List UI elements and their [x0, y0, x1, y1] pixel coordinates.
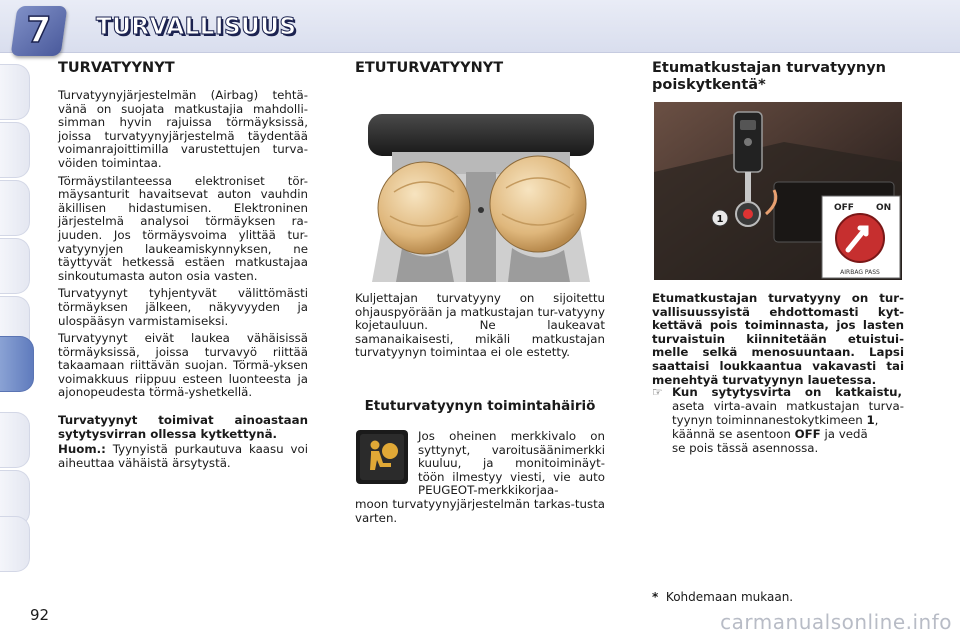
driver-airbag	[378, 162, 470, 254]
airbag-warning-lamp-illustration	[356, 430, 408, 484]
footnote	[652, 590, 793, 604]
airbags-ignition-note: Turvatyynyt toimivat ainoastaan sytytysvirran ollessa kytkettynä.	[58, 413, 308, 441]
airbag-fault-tail: moon turvatyynyjärjestelmän tarkas-tusta varten.	[355, 497, 605, 525]
fault-line-2: syttynyt, varoitusäänimerkki	[418, 442, 605, 457]
chapter-tab-8[interactable]	[0, 412, 30, 468]
bullet-line-3	[672, 428, 904, 442]
passenger-airbag-deactivation-column	[652, 60, 904, 94]
airbags-heading: TURVATYYNYT	[58, 60, 175, 76]
passenger-airbag-heading: Etumatkustajan turvatyynyn poiskytkentä*	[652, 60, 886, 93]
watermark: carmanualsonline.info	[720, 610, 952, 634]
page-number: 92	[30, 606, 50, 624]
footnote-text: Kohdemaan mukaan.	[665, 590, 794, 604]
fault-line-5: PEUGEOT-merkkikorjaa-	[418, 483, 559, 498]
chapter-tab-rail	[0, 64, 32, 574]
chapter-tab-2[interactable]	[0, 122, 30, 178]
airbags-crash-detection: Törmäystilanteessa elektroniset tör-mäysanturit havaitsevat auton vauhdin äkillisen hidastumisen. Elektroninen järjestelmä analysoi törmäyksen ra-juuden. Jos törmäysvoima ylittää tur-vatyynyjen laukeamiskynnyksen, ne täyttyvät hetkessä estäen matkustajaa sinkoutumasta auton osia vasten.	[58, 173, 308, 283]
fault-line-1: Jos oheinen merkkivalo on	[418, 429, 605, 443]
switch-label-1: 1	[716, 214, 724, 225]
airbag-fault-heading: Etuturvatyynyn toimintahäiriö	[364, 398, 596, 414]
chapter-tab-4[interactable]	[0, 238, 30, 294]
bullet-switch-number: 1	[866, 413, 875, 427]
note-text: Tyynyistä purkautuva kaasu voi aiheuttaa vähäistä ärsytystä.	[58, 442, 308, 470]
bullet-line-2-c: ,	[874, 413, 879, 427]
note-label: Huom.:	[58, 442, 106, 457]
front-airbags-description: Kuljettajan turvatyyny on sijoitettu ohjauspyörään ja matkustajan tur-vatyyny kojetauluun. Ne laukeavat samanaikaisesti, mikäli matkustajan turvatyynyn toimintaa ei ole estetty.	[355, 291, 605, 360]
bullet-line-3-a: käännä se asentoon	[672, 427, 795, 441]
chapter-tab-3[interactable]	[0, 180, 30, 236]
footnote-star: *	[652, 590, 659, 604]
chapter-tab-10[interactable]	[0, 516, 30, 572]
bullet-line-2-a: tyynyn toiminnanestokytkimeen	[672, 413, 867, 427]
chapter-tab-7-active[interactable]	[0, 336, 34, 392]
bullet-head: Kun sytytysvirta on katkaistu,	[672, 385, 902, 399]
front-airbags-heading: ETUTURVATYYNYT	[355, 60, 504, 76]
airbag-pass-label: AIRBAG PASS	[840, 269, 880, 276]
airbags-intro: Turvatyynyjärjestelmän (Airbag) tehtä-vänä on suojata matkustajia mahdolli-simman hyvin rajuissa törmäyksissä, joissa turvatyynyjärjestelmä täydentää voimanrajoittimilla varustettujen turva-vöiden toimintaa.	[58, 88, 308, 170]
chapter-tab-1[interactable]	[0, 64, 30, 120]
fault-line-3: kuuluu, ja monitoiminäyt-	[418, 456, 605, 471]
bullet-line-2	[672, 414, 904, 428]
front-airbags-column	[355, 60, 605, 77]
airbags-gas-note	[58, 443, 308, 470]
passenger-airbag	[490, 156, 586, 252]
airbags-minor-collisions: Turvatyynyt eivät laukea vähäisissä törmäyksissä, joissa turvavyö riittää takaamaan riittävän suojan. Törmä-yksen voimakkuus riippuu esteen luonteesta ja ajonopeudesta törmä-yshetkellä.	[58, 331, 308, 400]
bullet-head-line	[652, 386, 904, 400]
bullet-line-4: se pois tässä asennossa.	[672, 441, 819, 455]
airbag-off-indicator	[822, 196, 900, 278]
bullet-off-word: OFF	[794, 427, 821, 441]
front-airbags-illustration	[362, 112, 600, 282]
hand-pointer-icon: ☞	[652, 385, 663, 399]
bullet-line-3-c: ja vedä	[820, 427, 868, 441]
airbag-fault-text-lines	[418, 430, 605, 498]
airbags-column	[58, 60, 308, 470]
off-label: OFF	[834, 203, 854, 213]
deactivation-switch-illustration	[654, 102, 902, 280]
chapter-title: TURVALLISUUS	[96, 14, 297, 40]
bullet-line-1: aseta virta-avain matkustajan turva-	[672, 399, 904, 413]
airbags-deflation: Turvatyynyt tyhjentyvät välittömästi törmäyksen jälkeen, näkyvyyden ja ulospääsyn varmistamiseksi.	[58, 286, 308, 328]
chapter-number: 7	[26, 10, 52, 51]
on-label: ON	[876, 203, 892, 213]
fault-line-4: töön ilmestyy viesti, vie auto	[418, 469, 605, 484]
deactivation-warning: Etumatkustajan turvatyyny on tur-vallisuussyistä ehdottomasti kyt-kettävä pois toiminnasta, jos lasten turvaistuin kiinnitetään etuistui-melle selkä menosuuntaan. Lapsi saattaisi loukkaantua vakavasti tai menehtyä turvatyynyn lauetessa.	[652, 291, 904, 387]
